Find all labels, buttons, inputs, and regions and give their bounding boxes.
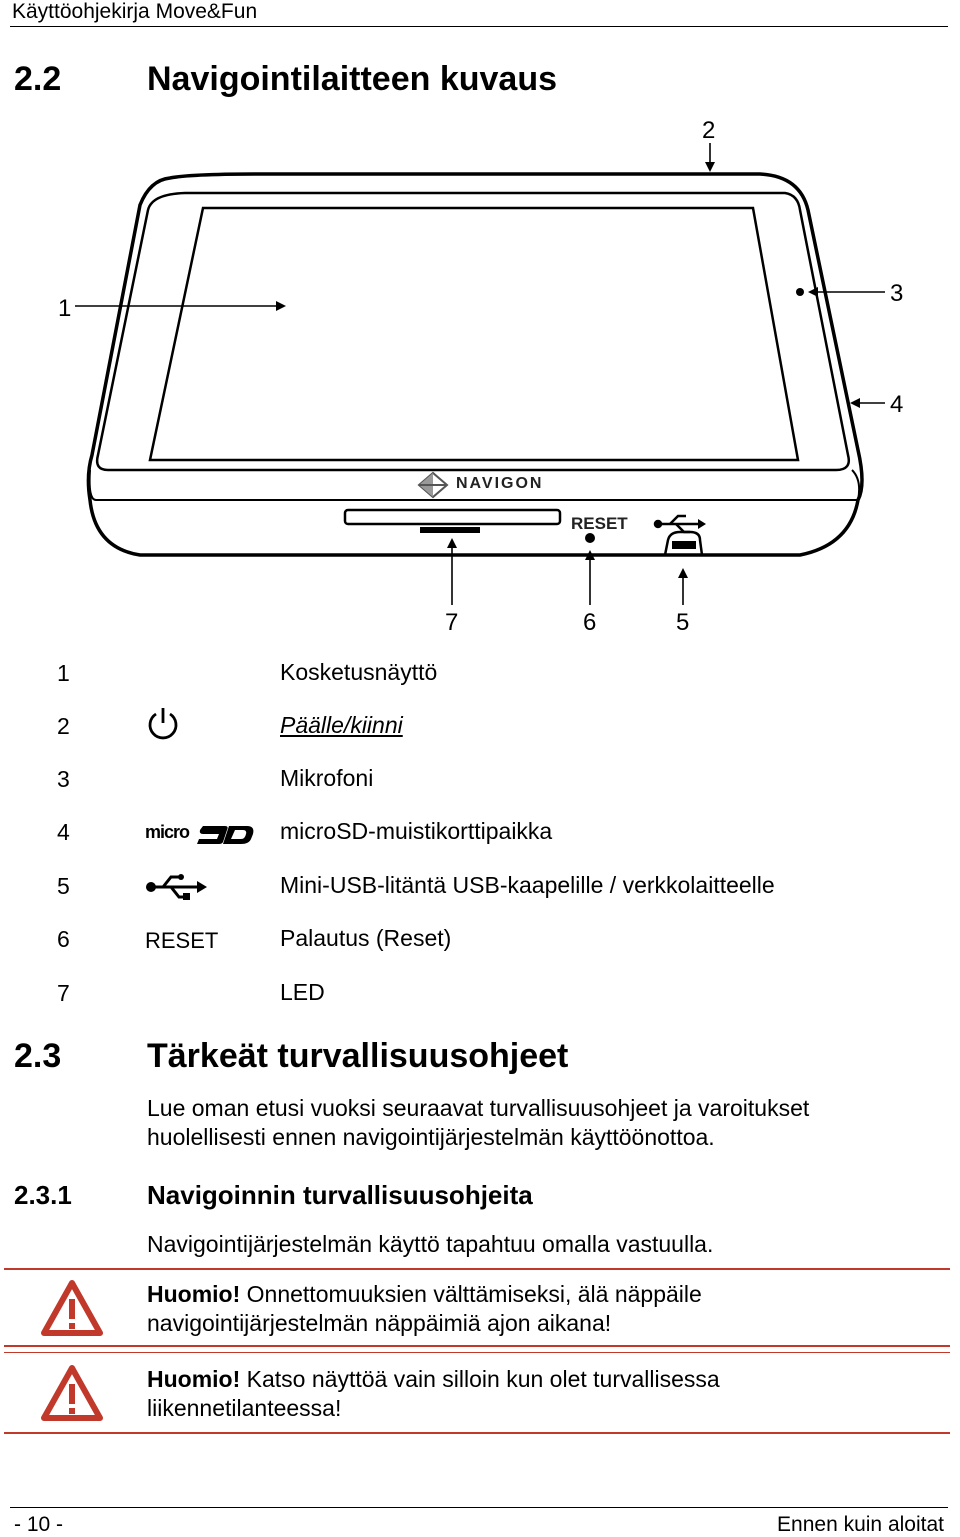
- callout-1: 1: [58, 295, 72, 322]
- callout-6: 6: [583, 609, 597, 636]
- callout-4: 4: [890, 391, 904, 418]
- power-icon: [146, 706, 180, 742]
- warning-text-line: [147, 1280, 702, 1309]
- legend-num: 4: [57, 819, 70, 845]
- callout-5: 5: [676, 609, 690, 636]
- subsection-number: 2.3.1: [14, 1180, 72, 1210]
- legend-text: Palautus (Reset): [280, 925, 452, 951]
- running-header: Käyttöohjekirja Move&Fun: [12, 0, 258, 23]
- warning-rule-top: [4, 1352, 950, 1353]
- callout-3: 3: [890, 280, 904, 307]
- warning-message: Onnettomuuksien välttämiseksi, älä näppäile: [240, 1281, 702, 1307]
- callout-2: 2: [702, 117, 716, 144]
- chapter-name: Ennen kuin aloitat: [777, 1513, 944, 1536]
- paragraph-line: Navigointijärjestelmän käyttö tapahtuu omalla vastuulla.: [147, 1231, 714, 1257]
- legend-num: 6: [57, 926, 70, 952]
- legend-text: Kosketusnäyttö: [280, 659, 438, 685]
- legend-num: 3: [57, 766, 70, 792]
- warning-rule-top: [4, 1268, 950, 1270]
- legend-text: Mini-USB-litäntä USB-kaapelille / verkkolaitteelle: [280, 872, 775, 898]
- legend-text: Mikrofoni: [280, 765, 374, 791]
- warning-text-line: navigointijärjestelmän näppäimiä ajon aikana!: [147, 1310, 612, 1336]
- warning-triangle-icon: [40, 1279, 104, 1337]
- microsd-icon: [145, 822, 255, 848]
- warning-rule-bottom: [4, 1432, 950, 1434]
- usb-icon: [145, 872, 209, 902]
- subsection-title: Navigoinnin turvallisuusohjeita: [147, 1180, 533, 1210]
- paragraph-line: Lue oman etusi vuoksi seuraavat turvallisuusohjeet ja varoitukset: [147, 1095, 810, 1121]
- warning-label: Huomio!: [147, 1281, 241, 1307]
- legend-num: 5: [57, 873, 70, 899]
- warning-text-line: liikennetilanteessa!: [147, 1395, 342, 1421]
- section-number: 2.2: [14, 60, 62, 98]
- section-number: 2.3: [14, 1037, 62, 1075]
- section-title: Tärkeät turvallisuusohjeet: [147, 1037, 569, 1075]
- section-title: Navigointilaitteen kuvaus: [147, 60, 557, 98]
- legend-text: Päälle/kiinni: [280, 712, 403, 738]
- legend-num: 1: [57, 660, 70, 686]
- device-reset-label: RESET: [571, 514, 628, 533]
- page-number: - 10 -: [14, 1513, 64, 1536]
- legend-num: 2: [57, 713, 70, 739]
- warning-triangle-icon: [40, 1364, 104, 1422]
- legend-text: LED: [280, 979, 325, 1005]
- footer-rule: [10, 1507, 948, 1508]
- microsd-icon-text: micro: [145, 822, 190, 842]
- warning-label: Huomio!: [147, 1366, 241, 1392]
- warning-message: Katso näyttöä vain silloin kun olet turvallisessa: [240, 1366, 720, 1392]
- reset-icon-label: RESET: [145, 928, 219, 953]
- callout-7: 7: [445, 609, 459, 636]
- device-brand-label: NAVIGON: [456, 475, 544, 492]
- legend-text: microSD-muistikorttipaikka: [280, 818, 553, 844]
- paragraph-line: huolellisesti ennen navigointijärjestelmän käyttöönottoa.: [147, 1124, 715, 1150]
- device-diagram: [0, 0, 960, 640]
- warning-text-line: [147, 1365, 720, 1394]
- legend-num: 7: [57, 980, 70, 1006]
- warning-rule-bottom: [4, 1345, 950, 1347]
